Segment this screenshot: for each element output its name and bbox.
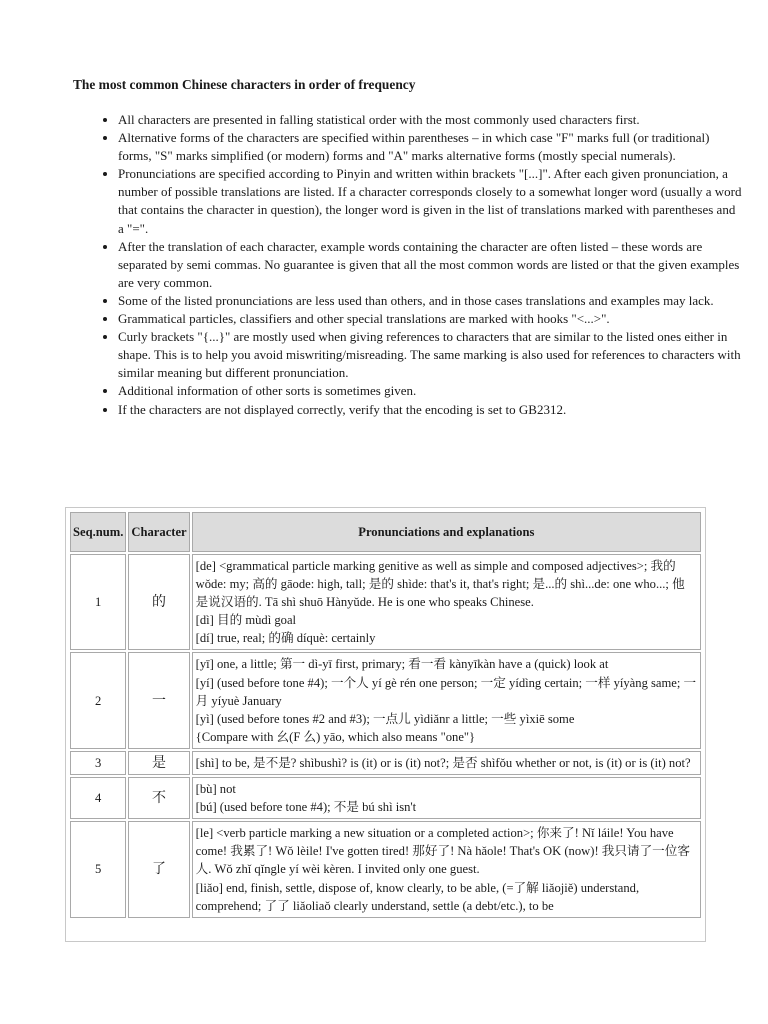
table-row — [70, 652, 701, 748]
bullet-item: • Some of the listed pronunciations are less used than others, and in those cases translations and examples may lack. — [118, 292, 743, 310]
row-character: 了 — [128, 821, 189, 917]
row-character: 的 — [128, 554, 189, 650]
explanation-line: [yí] (used before tone #4); 一个人 yí gè rén one person; 一定 yídìng certain; 一样 yíyàng same; 一月 yíyuè January — [195, 675, 697, 708]
row-character: 是 — [128, 751, 189, 775]
explanation-line: [yī] one, a little; 第一 dì-yī first, primary; 看一看 kànyīkàn have a (quick) look at — [195, 657, 609, 672]
frequency-table — [68, 510, 703, 920]
bullet-item: • If the characters are not displayed correctly, verify that the encoding is set to GB2312. — [118, 401, 743, 419]
row-explanation — [192, 777, 701, 819]
bullet-item: • Grammatical particles, classifiers and other special translations are marked with hooks "<...>". — [118, 310, 743, 328]
row-explanation — [192, 554, 701, 650]
bullet-item: • Pronunciations are specified according to Pinyin and written within brackets "[...]". After each given pronunciation, a number of possible translations are listed. If a character corresponds closely to a somewhat longer word (usually a word that contains the character in question), the longer word is given in the list of translations marked with parentheses and a "=". — [118, 165, 743, 237]
table-row — [70, 821, 701, 917]
row-seq-num: 1 — [70, 554, 126, 650]
bullet-item: • Additional information of other sorts is sometimes given. — [118, 382, 743, 400]
frequency-table-container — [65, 507, 706, 942]
table-row — [70, 751, 701, 775]
explanation-line: [bù] not — [195, 782, 236, 797]
row-character: 不 — [128, 777, 189, 819]
table-header-row — [70, 512, 701, 552]
bullet-list — [75, 111, 743, 419]
row-seq-num: 5 — [70, 821, 126, 917]
row-character: 一 — [128, 652, 189, 748]
row-seq-num: 4 — [70, 777, 126, 819]
explanation-line: {Compare with 幺(F 么) yāo, which also means "one"} — [195, 729, 476, 744]
header-seq-num: Seq.num. — [70, 512, 126, 552]
explanation-line: [dí] true, real; 的确 díquè: certainly — [195, 631, 376, 646]
header-explanation: Pronunciations and explanations — [192, 512, 701, 552]
row-explanation — [192, 652, 701, 748]
explanation-line: [bú] (used before tone #4); 不是 bú shì isn't — [195, 800, 417, 815]
explanation-line: [dì] 目的 mùdì goal — [195, 613, 297, 628]
table-row — [70, 554, 701, 650]
explanation-line: [de] <grammatical particle marking genitive as well as simple and composed adjectives>; 我的 wǒde: my; 高的 gāode: high, tall; 是的 shìde: that's it, that's right; 是...的 shì...de: one who...; 他是说汉语的. Tā shì shuō Hànyǔde. He is one who speaks Chinese. — [195, 559, 685, 610]
bullet-item: • Alternative forms of the characters are specified within parentheses – in which case "F" marks full (or traditional) forms, "S" marks simplified (or modern) forms and "A" marks alternative forms (mostly special numerals). — [118, 129, 743, 165]
explanation-line: [shì] to be, 是不是? shìbushì? is (it) or is (it) not?; 是否 shìfǒu whether or not, is (it) or is (it) not? — [195, 755, 691, 770]
explanation-line: [liǎo] end, finish, settle, dispose of, know clearly, to be able, (=了解 liǎojiě) understand, comprehend; 了了 liǎoliaǒ clearly understand, settle (a debt/etc.), to be — [195, 880, 640, 913]
explanation-line: [le] <verb particle marking a new situation or a completed action>; 你来了! Nǐ láile! You have come! 我累了! Wǒ lèile! I've gotten tired! 那好了! Nà hǎole! That's OK (now)! 我只请了一位客人. Wǒ zhǐ qǐngle yí wèi kèren. I invited only one guest. — [195, 826, 690, 877]
row-explanation — [192, 821, 701, 917]
bullet-item: • Curly brackets "{...}" are mostly used when giving references to characters that are similar to the listed ones either in shape. This is to help you avoid miswriting/misreading. The same marking is also used for references to characters with similar meaning but different pronunciation. — [118, 328, 743, 382]
bullet-item: • All characters are presented in falling statistical order with the most commonly used characters first. — [118, 111, 743, 129]
header-character: Character — [128, 512, 189, 552]
document-title: The most common Chinese characters in order of frequency — [73, 77, 416, 92]
bullet-item: • After the translation of each character, example words containing the character are often listed – these words are separated by semi commas. No guarantee is given that all the most common words are listed or that the given examples are very common. — [118, 238, 743, 292]
row-seq-num: 2 — [70, 652, 126, 748]
row-explanation — [192, 751, 701, 775]
table-row — [70, 777, 701, 819]
explanation-line: [yì] (used before tones #2 and #3); 一点儿 yìdiǎnr a little; 一些 yìxiē some — [195, 711, 575, 726]
row-seq-num: 3 — [70, 751, 126, 775]
